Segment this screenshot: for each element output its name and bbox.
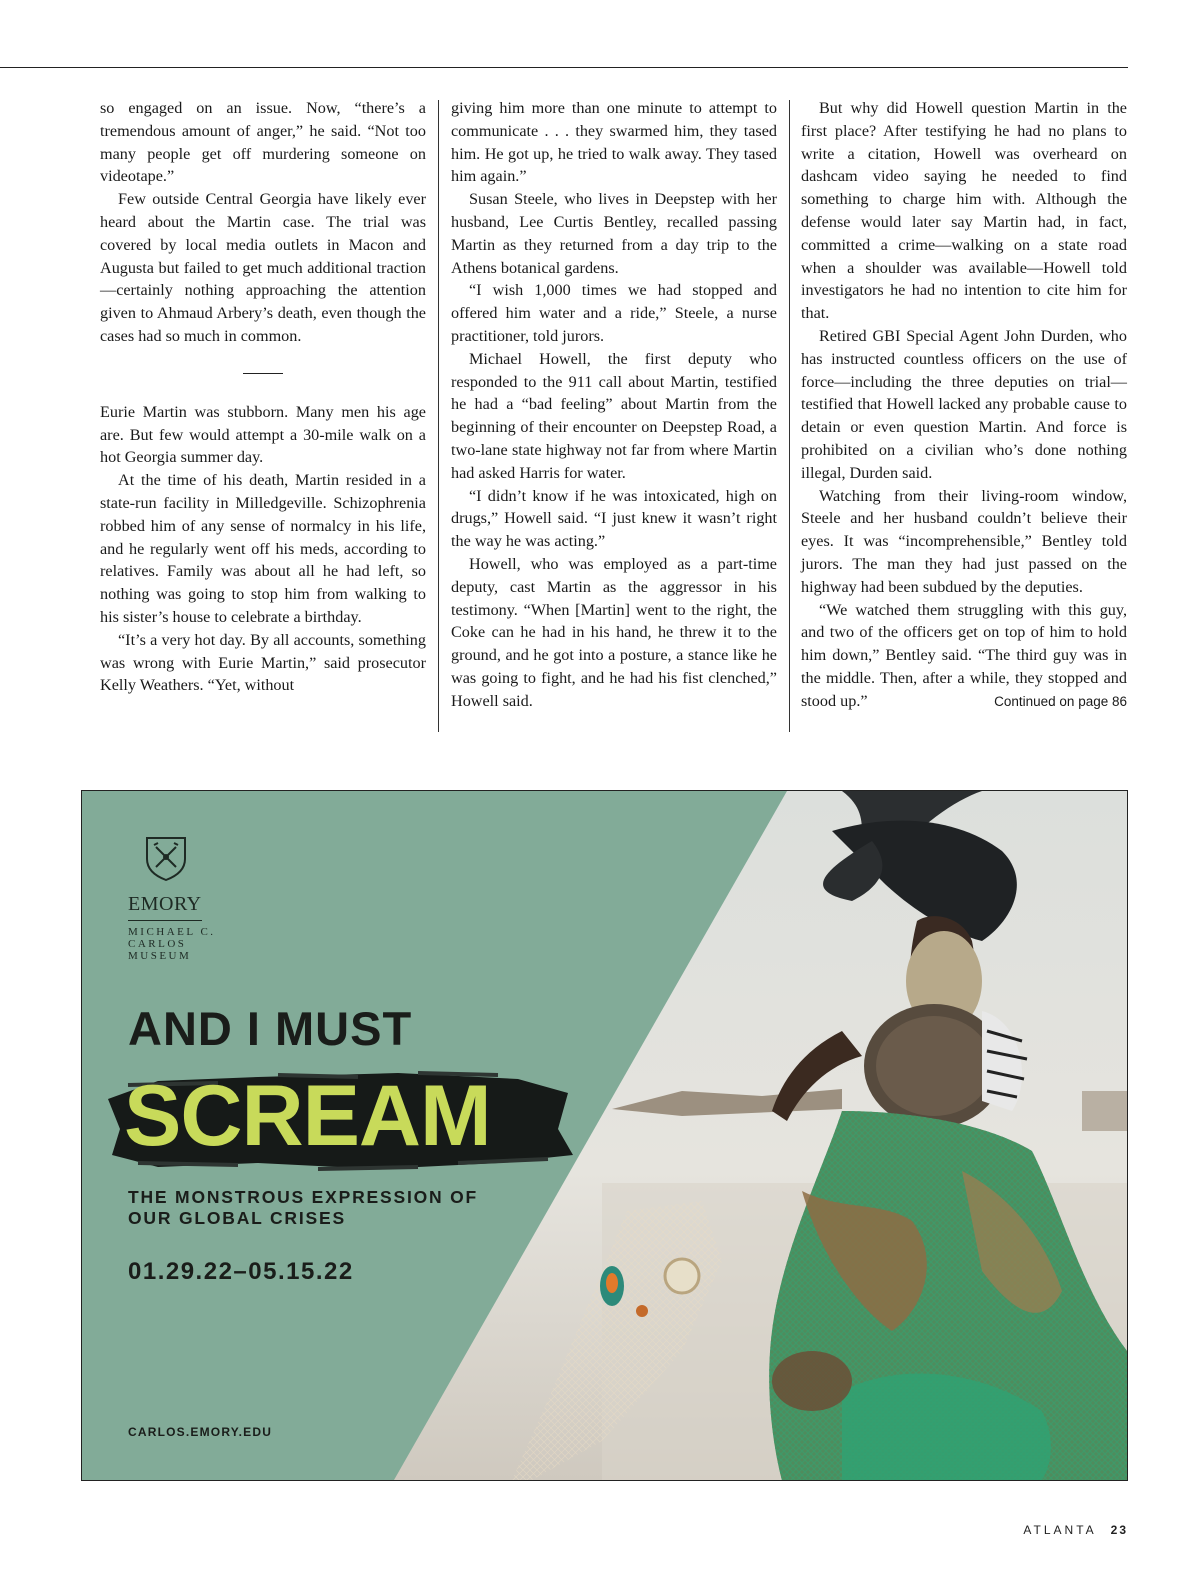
top-rule bbox=[0, 67, 1128, 68]
emory-wordmark: EMORY bbox=[128, 893, 202, 915]
paragraph: Retired GBI Special Agent John Durden, who has instructed countless officers on the use of force—including the three deputies on trial—testified that Howell lacked any probable cause to detain or even question Martin. And force is prohibited on a civilian who’s done nothing illegal, Durden said. bbox=[801, 326, 1127, 482]
museum-name-line: CARLOS bbox=[128, 938, 187, 950]
scream-graphic bbox=[98, 1059, 578, 1179]
paragraph: Michael Howell, the first deputy who responded to the 911 call about Martin, testified he had a “bad feeling” about Martin from the beginning of their encounter on Deepstep Road, a two-lane state highway not far from where Martin had asked Harris for water. bbox=[451, 349, 777, 482]
paragraph: At the time of his death, Martin resided in a state-run facility in Milledgeville. Schizophrenia robbed him of any sense of normalcy in his life, and he regularly went off his meds, according to relatives. Family was about all he had left, so nothing was going to stop him from walking to his sister’s house to celebrate a birthday. bbox=[100, 471, 426, 626]
paragraph: “We watched them struggling with this guy, and two of the officers get on top of him to hold him down,” Bentley said. “The third guy was in the middle. Then, after a while, they stopped and stood up.” Continued on page 86 bbox=[801, 599, 1127, 713]
article-column-1 bbox=[100, 97, 426, 697]
paragraph: Few outside Central Georgia have likely ever heard about the Martin case. The trial was covered by local media outlets in Macon and Augusta but failed to get much additional traction—certainly nothing approaching the attention given to Ahmaud Arbery’s death, even though the cases had so much in common. bbox=[100, 190, 426, 345]
paragraph: “I didn’t know if he was intoxicated, high on drugs,” Howell said. “I just knew it wasn’t right the way he was acting.” bbox=[451, 486, 777, 551]
scream-word: SCREAM bbox=[124, 1068, 491, 1164]
article-column-2 bbox=[451, 97, 777, 713]
paragraph: so engaged on an issue. Now, “there’s a tremendous amount of anger,” he said. “Not too many people get off murdering someone on videotape.” bbox=[100, 99, 426, 186]
paragraph: Eurie Martin was stubborn. Many men his age are. But few would attempt a 30-mile walk on a hot Georgia summer day. bbox=[100, 402, 426, 467]
column-rule bbox=[789, 100, 790, 732]
museum-name-line: MICHAEL C. bbox=[128, 926, 216, 938]
museum-name bbox=[128, 926, 248, 962]
museum-advertisement[interactable] bbox=[81, 790, 1128, 1481]
paragraph: “It’s a very hot day. By all accounts, something was wrong with Eurie Martin,” said prosecutor Kelly Weathers. “Yet, without bbox=[100, 630, 426, 695]
museum-url[interactable]: CARLOS.EMORY.EDU bbox=[128, 1425, 273, 1439]
paragraph: But why did Howell question Martin in the first place? After testifying he had no plans to write a citation, Howell was overheard on dashcam video saying he needed to find something to charge him with. Although the defense would later say Martin had, in fact, committed a crime—walking on a state road when a shoulder was available—Howell told investigators he had no intention to cite him for that. bbox=[801, 99, 1127, 323]
magazine-name: ATLANTA bbox=[1023, 1523, 1097, 1537]
paragraph: “I wish 1,000 times we had stopped and offered him water and a ride,” Steele, a nurse practitioner, told jurors. bbox=[451, 281, 777, 345]
folio bbox=[1023, 1523, 1128, 1537]
shield-icon bbox=[144, 835, 188, 881]
paragraph: Susan Steele, who lives in Deepstep with her husband, Lee Curtis Bentley, recalled passing Martin as they returned from a day trip to the Athens botanical gardens. bbox=[451, 190, 777, 277]
page-number: 23 bbox=[1110, 1523, 1128, 1537]
paragraph: Howell, who was employed as a part-time deputy, cast Martin as the aggressor in his testimony. “When [Martin] went to the right, the Coke can he had in his hand, he threw it to the ground, and he got into a posture, a stance like he was going to fight, and he had his fist clenched,” Howell said. bbox=[451, 554, 777, 710]
paragraph: Watching from their living-room window, Steele and her husband couldn’t believe their eyes. It was “incomprehensible,” Bentley told jurors. The man they had just passed on the highway had been subdued by the deputies. bbox=[801, 486, 1127, 596]
continued-link[interactable]: Continued on page 86 bbox=[994, 693, 1127, 709]
column-rule bbox=[438, 100, 439, 732]
exhibition-dates: 01.29.22–05.15.22 bbox=[128, 1258, 354, 1285]
museum-name-line: MUSEUM bbox=[128, 950, 192, 962]
paragraph: giving him more than one minute to attempt to communicate . . . they swarmed him, they tased him. He got up, he tried to walk away. They tased him again.” bbox=[451, 99, 777, 186]
ad-headline: AND I MUST bbox=[128, 1002, 413, 1055]
article-column-3 bbox=[801, 97, 1127, 714]
section-divider bbox=[243, 373, 283, 374]
logo-divider bbox=[128, 920, 202, 921]
ad-subtitle: THE MONSTROUS EXPRESSION OF OUR GLOBAL CRISES bbox=[128, 1187, 479, 1228]
